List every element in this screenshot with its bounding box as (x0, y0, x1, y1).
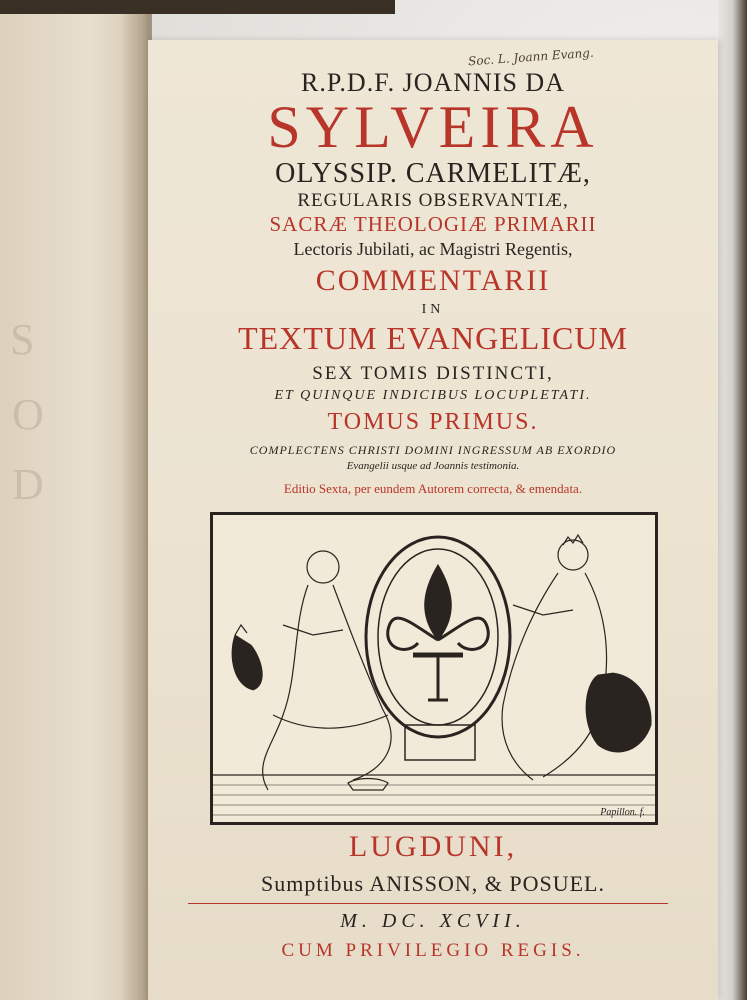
volume-number: TOMUS PRIMUS. (327, 409, 539, 435)
engraver-credit: Papillon. f. (600, 807, 645, 818)
author-prefix: R.P.D.F. JOANNIS DA (301, 68, 565, 97)
imprint-year: M. DC. XCVII. (340, 910, 526, 932)
engraving-illustration (213, 515, 655, 822)
bleed-through-letter: S (10, 315, 35, 364)
author-role: Lectoris Jubilati, ac Magistri Regentis, (293, 239, 573, 259)
volume-contents: COMPLECTENS CHRISTI DOMINI INGRESSUM AB EXORDIO (249, 443, 617, 457)
bleed-through-letter: O (12, 390, 44, 439)
bleed-through-letter: D (12, 460, 44, 509)
title-page (148, 40, 718, 1000)
volumes-note: SEX TOMIS DISTINCTI, (312, 363, 554, 384)
title-engraving (210, 512, 658, 825)
indices-note: ET QUINQUE INDICIBUS LOCUPLETATI. (274, 388, 592, 403)
imprint-rule (188, 903, 668, 904)
owner-inscription: Soc. L. Joann Evang. (467, 45, 595, 69)
edition-note: Editio Sexta, per eundem Autorem correcta, & emendata. (283, 481, 583, 496)
author-origin: OLYSSIP. CARMELITÆ, (275, 158, 591, 189)
work-title: COMMENTARII (315, 264, 551, 297)
book-spine-top (0, 0, 395, 14)
imprint-place: LUGDUNI, (348, 830, 518, 863)
volume-contents-2: Evangelii usque ad Joannis testimonia. (346, 460, 520, 472)
author-order: REGULARIS OBSERVANTIÆ, (297, 190, 569, 211)
book-cover-edge (718, 0, 747, 1000)
author-name: SYLVEIRA (267, 94, 599, 160)
royal-privilege: CUM PRIVILEGIO REGIS. (281, 940, 585, 961)
work-subject: TEXTUM EVANGELICUM (238, 320, 628, 356)
author-title: SACRÆ THEOLOGIÆ PRIMARII (269, 212, 597, 236)
work-in: IN (421, 302, 445, 317)
imprint-publisher: Sumptibus ANISSON, & POSUEL. (260, 871, 605, 896)
